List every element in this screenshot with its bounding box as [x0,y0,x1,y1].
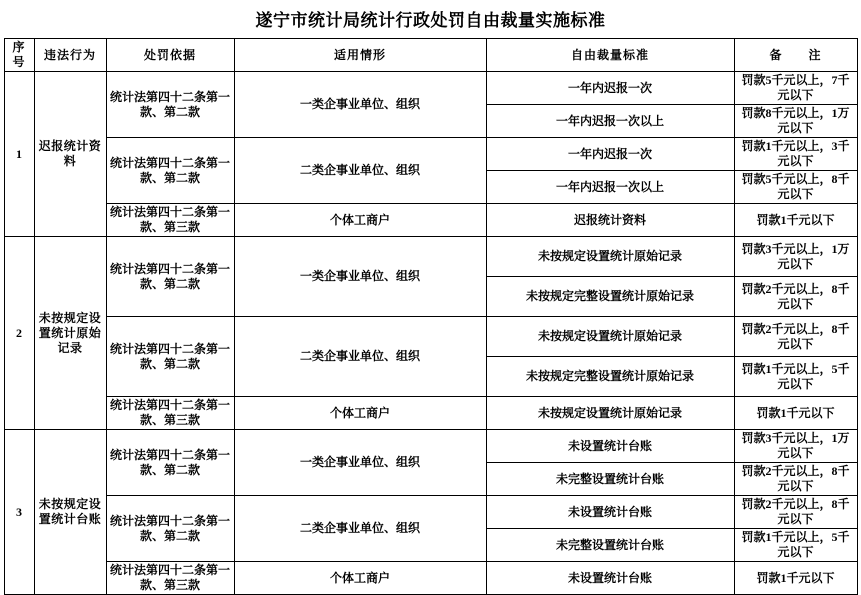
cell-basis: 统计法第四十二条第一款、第二款 [106,496,234,562]
cell-standard: 罚款2千元以上，8千元以下 [734,496,857,529]
cell-basis: 统计法第四十二条第一款、第三款 [106,397,234,430]
cell-situation: 未完整设置统计台账 [486,529,734,562]
cell-situation: 未按规定设置统计原始记录 [486,317,734,357]
table-row [4,317,857,357]
cell-standard: 罚款5千元以上，8千元以下 [734,171,857,204]
cell-entity: 个体工商户 [234,397,486,430]
cell-basis: 统计法第四十二条第一款、第三款 [106,204,234,237]
cell-situation: 未完整设置统计台账 [486,463,734,496]
cell-standard: 罚款5千元以上，7千元以下 [734,72,857,105]
cell-standard: 罚款1千元以上，5千元以下 [734,529,857,562]
cell-standard: 罚款3千元以上，1万元以下 [734,237,857,277]
cell-basis: 统计法第四十二条第一款、第二款 [106,430,234,496]
cell-basis: 统计法第四十二条第一款、第二款 [106,317,234,397]
cell-situation: 迟报统计资料 [486,204,734,237]
cell-situation: 一年内迟报一次 [486,72,734,105]
cell-entity: 一类企事业单位、组织 [234,72,486,138]
cell-seq: 1 [4,72,34,237]
cell-situation: 一年内迟报一次以上 [486,105,734,138]
cell-situation: 未按规定完整设置统计原始记录 [486,277,734,317]
cell-standard: 罚款1千元以下 [734,397,857,430]
header-act: 违法行为 [34,39,106,72]
table-row [4,138,857,171]
table-row [4,237,857,277]
table-header-row [4,39,857,72]
cell-entity: 二类企事业单位、组织 [234,496,486,562]
table-row [4,562,857,595]
cell-entity: 一类企事业单位、组织 [234,430,486,496]
table-row [4,397,857,430]
cell-standard: 罚款8千元以上，1万元以下 [734,105,857,138]
cell-standard: 罚款1千元以上，5千元以下 [734,357,857,397]
page-title: 遂宁市统计局统计行政处罚自由裁量实施标准 [255,11,606,30]
table-row [4,430,857,463]
cell-seq: 3 [4,430,34,595]
header-note: 备 注 [734,39,857,72]
cell-standard: 罚款2千元以上，8千元以下 [734,317,857,357]
header-seq: 序号 [4,39,34,72]
cell-basis: 统计法第四十二条第一款、第二款 [106,237,234,317]
cell-situation: 未设置统计台账 [486,562,734,595]
cell-entity: 个体工商户 [234,562,486,595]
cell-situation: 一年内迟报一次以上 [486,171,734,204]
cell-situation: 未设置统计台账 [486,496,734,529]
cell-standard: 罚款2千元以上，8千元以下 [734,463,857,496]
cell-entity: 一类企事业单位、组织 [234,237,486,317]
cell-seq: 2 [4,237,34,430]
cell-situation: 未按规定完整设置统计原始记录 [486,357,734,397]
header-basis: 处罚依据 [106,39,234,72]
cell-act: 未按规定设置统计原始记录 [34,237,106,430]
cell-entity: 二类企事业单位、组织 [234,138,486,204]
cell-standard: 罚款3千元以上，1万元以下 [734,430,857,463]
cell-situation: 未设置统计台账 [486,430,734,463]
table-row [4,204,857,237]
cell-entity: 二类企事业单位、组织 [234,317,486,397]
table-row [4,496,857,529]
penalty-discretion-table [4,38,858,595]
cell-situation: 未按规定设置统计原始记录 [486,397,734,430]
header-standard: 自由裁量标准 [486,39,734,72]
cell-situation: 一年内迟报一次 [486,138,734,171]
cell-basis: 统计法第四十二条第一款、第二款 [106,138,234,204]
header-case: 适用情形 [234,39,486,72]
cell-situation: 未按规定设置统计原始记录 [486,237,734,277]
cell-entity: 个体工商户 [234,204,486,237]
cell-standard: 罚款1千元以下 [734,204,857,237]
cell-act: 未按规定设置统计台账 [34,430,106,595]
cell-basis: 统计法第四十二条第一款、第二款 [106,72,234,138]
cell-act: 迟报统计资料 [34,72,106,237]
cell-standard: 罚款1千元以上，3千元以下 [734,138,857,171]
cell-standard: 罚款1千元以下 [734,562,857,595]
cell-basis: 统计法第四十二条第一款、第三款 [106,562,234,595]
table-row [4,72,857,105]
cell-standard: 罚款2千元以上，8千元以下 [734,277,857,317]
